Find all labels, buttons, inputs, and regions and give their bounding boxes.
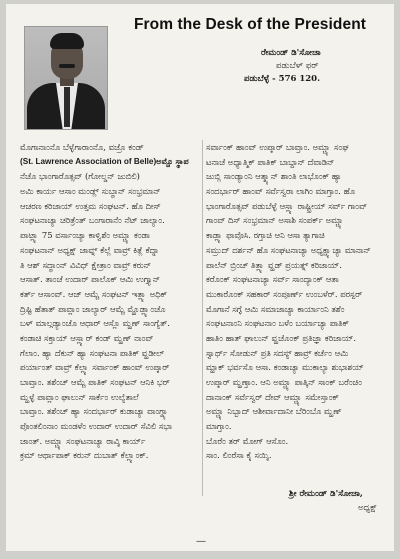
text-line: ಸಾಂ. ಲಿಂರೆಸಾ ಕೈ ಸಯ್ಶಿ. [206,450,272,461]
text-line: ಪರ್ಯಾಂತ್ ವಾವ್ರ್ ಕೆಲ್ಲ್ಯಾ ಸರ್ವಾಂಕ್ ಹಾಂವ್ ಉಪ್ಕಾರ್ [20,362,170,373]
text-line: ಆಚರಣ ಕರಿಜಾಯ್ ಉತ್ತಮ ಸಂಘಟನ್. ಹೊ ದೀಸ್ [20,200,161,211]
newsletter-page [6,4,394,551]
text-line: ಸಮ್ರುದ್ ದರ್ಶನ್ ಹೊ ಸಂಘಟನಾಚ್ಯಾ ಅಧ್ಯಕ್ಷ್ಯಾಚ್ಯಾ ಮಾನಾನ್ [206,244,371,255]
text-line: ಟನಾಚೆ ಅಧ್ಯಾತ್ಮಿಕ್ ಪಾತಿಕ್ ಬಾಬ್ದಾನ್ ದೆವಾಡಿನ್ [206,156,335,167]
text-line: ಜಾಂತ್. ಅಮ್ಚ್ಯಾ ಸಂಘಟನಾಚ್ಯಾ ರಾವ್ಶಿ ಕಾರ್ಯ್ [20,435,146,446]
text-line: ಬಳ್ ಮಾಲ್ಗಡ್ಯಾಂಚೊ ಆಧಾರ್ ಆಸ್ಲೊ ಮ್ಹಣ್ ಸಾಂಗ್ಯೆತ್. [20,318,170,329]
text-line: ಜುಬ್ಲಿ ಸಾಂಡ್ಯಾಂನಿ ಆತ್ಮ್ಯಾನ್ ಶಾಂತಿ ಲಾಭೊಂಕ್ ಹ್ಯಾ [206,171,342,182]
text-line: ಕರ್ತ್ ಆಸಾಂವ್. ಆಜ್ ಆಮ್ಚೆ ಸಂಘಟನ್ ಇತ್ಲ್ಯಾ ಅಧಿಕ್ [20,288,168,299]
text-line: ಅಮ್ಚ್ಯಾ ನಿಬ್ಬಾದ್ ಆಶೀರ್ವಾದಾನೀ ಬೆರಿಂಬೊ ಮ್ಹಣ್ [206,406,342,417]
text-line: ಪಾಲೆನ್ ಬ್ರಿಂಚ್ ತಿತ್ಲ್ಯಾ ವ್ಹಡ್ ಪ್ರಯತ್ನ್ ಕರಿಜಾಯ್. [206,259,342,270]
page-title: From the Desk of the President [133,16,367,33]
text-line: ಸಂಘಟನಾಂನಿ ಸಂಘಟನಾಂ ಬಳೆಂ ಬರ್ಯಾಚ್ಯಾ ಪಾತಿಕ್ [206,318,350,329]
closing-signature-name: ಶ್ರೀ ರೇಮಂಡ್ ಡಿ'ಸೋಜಾ, [289,489,363,499]
text-line: ಭಾಂಗಾರೊತ್ಸವ್ ಪಡುಬೆಳ್ಳೆ ಆಸ್ಲ್ಯಾ ರಾಷ್ಟ್ರೀಯ್ ಸರ್ವ್ ಗಾಂವ್ [206,200,368,211]
president-address: ಪಡುಬೆಳ್ಳೆ - 576 120. [244,74,321,84]
text-line: ಸರ್ವಾಂಕ್ ಹಾಂವ್ ಉಪ್ಕಾರ್ ಬಾವ್ತಾಂ. ಅಮ್ಚ್ಯಾ ಸಂಘ [206,142,349,152]
text-line: ಮೊಗಾನಾಂನೊ ಬೆಳ್ಳೆಗಾರಾಂನೊ, ವಜ್ರೊ ಕಂಡ್ [20,142,144,152]
text-line: ಕರೊಂಕ್ ಸಂಘಟನಾಚ್ಯಾ ಸರ್ವ್ ಸಾಂದ್ಯಾಂಕ್ ಆತಾ [206,274,339,285]
footer-mark: — [196,536,206,547]
text-line: ಮೊಗಾನೆ ಸಗ್ಳೆ ಆಮಿ ಸಮಾಜಾಚ್ಯಾ ಕಾರ್ಯಾಂನಿ ತಶೆಂ [206,303,345,314]
president-photo [24,26,108,130]
text-line: ಬಾವ್ತಾಂ. ತಶೆಂಚ್ ಆಮ್ಚೆ ಪಾತಿಕ್ ಸಂಘಟನ್ ಆನಿಕಿ ಭರ್ [20,377,170,387]
left-text-column [20,140,200,463]
text-line: ಪಾಟ್ಲ್ಯಾ 75 ವರ್ಸಾಂಚ್ಯಾ ಕಾಳ್ವಿಶೆಂ ಅಮ್ಚ್ಯಾ ಕಂಡಾ [20,230,150,241]
text-line: ಮುಕಾರೊಂಕ್ ಸಹಕಾರ್ ಸಂಪೂರ್ಣ್ ಉಂಬಳೆರ್. ಪರಸ್ಪರ್ [206,288,363,299]
text-line: ಹಾತಿಂ ಹಾತ್ ಘಾಲುನ್ ವ್ಹಚೊಂಕ್ ಪ್ರತಿಜ್ಞಾ ಕರಿಜಾಯ್. [206,332,357,343]
text-line: ದ್ರಿಷ್ಟಿ ಹೆತಾತ್ ಪಾವ್ಲಾಂ ಜಾಲ್ಯಾರ್ ಆಮ್ಚೆ ಮ್ಹೊಡ್ಲ್ಯಾಂಚೊ [20,303,166,314]
text-line: ಆಸಾತ್. ತಾಂಚೆ ಉದಾರ್ ಪಾಲೊಕ್ ಆಮಿ ಉಗ್ತ್ಯಾನ್ [20,274,161,285]
text-line: ಬಾವ್ತಾಂ. ತಶೆಂಚ್ ಹ್ಯಾ ಸಂದರ್ಭಾರ್ ಕುಡಾಚ್ಯಾ ವಾಂಗ್ಡ್ಯಾ [20,406,170,417]
text-line: ಕಂಡಾಚಿ ಸಕ್ತಾಯ್ ಆಸ್ಲ್ಯಾರ್ ಕಂಡ್ ಮ್ಹಣ್ ನಾಂವ್ [20,332,154,343]
text-line: ಸಂದರ್ಭಾರ್ ಹಾಂವ್ ಸರ್ವೆಸ್ವರಾ ಲಾಗಿಂ ಮಾಗ್ತಾಂ. ಹೊ [206,186,356,197]
text-line: ಗೆಲಾಂ. ಹ್ಯಾ ದೆಕುನ್ ಹ್ಯಾ ಸಂಘಟನಾ ಪಾತಿಕ್ ವ್ಹಡೀಲ್ [20,347,165,358]
text-line: ಕಾಡ್ಲ್ಯಾ ಫಾವೊಸಿ. ರಗ್ತಾಚಿ ಆನಿ ಆಸಾ ತ್ಯಾಗಾಚಿ [206,230,325,241]
text-line: ಗಾಂವ್ ದಿಸ್ ಸಂಭ್ರಮಾನ್ ಅಸಾಶಿ ಸಂಪರ್ಕ್ ಅಮ್ಚ್ಯಾ [206,215,345,226]
text-line: ಸ್ವಾರ್ಥ್ ಸೋಡುನ್ ಪ್ರತಿ ಸದಸ್ಯ್ ಹಾವ್ರ್ ಕರ್ಚೆಂ ಆಮಿ [206,347,349,358]
text-line: ದಾನಾಂಕ್ ಸರ್ವೆಸ್ವರ್ ದೇವ್ ಆಮ್ಚ್ಯಾ ಸಮೇಸ್ತಾಂಕ್ [206,391,339,402]
column-divider [202,140,203,496]
text-line: ಸಂಘಟನಾಚ್ಯಾ ಚರಿತ್ರೆಂತ್ ಬಂಗಾರಾನೆಂ ನೆಟ್ ಜಾಲ್ಯಾಂ. [20,215,165,226]
right-text-column [206,140,384,463]
president-name: ರೇಮಂಡ್ ಡಿ'ಸೋಜಾ [261,48,321,58]
text-line: ಪೊಂತಲಿಂನಾಂ ಮಂಡಳೆಂ ಉದಾರ್ ಉದಾರ್ ಸೆವಿಲಿ ಸಭಾ [20,421,172,432]
text-line: ಉಪ್ಕಾರ್ ಮ್ಹಣ್ತಾಂ. ಆನಿ ಅಮ್ಚ್ಯಾ ಪಾತ್ಕಿನ್ ಸಾಂಕ್ ಬರೆಂಚಿಂ [206,377,362,387]
text-line: ಮಾಗ್ತಾಂ. [206,421,232,432]
closing-signature-role: ಅಧ್ಯಕ್ಷ್ [358,502,378,512]
text-line: ತಿ ಆಶ್ ಸದ್ಧಾಂನ್ ವಿವಿಧ್ ಕ್ಷೇತ್ರಾಂ ವಾವ್ರ್ ಕರುನ್ [20,259,152,270]
text-line: ಮ್ಹಾಕ್ ಭರ್ವಸೊ ಆಸಾ. ಕಂಡಾಚ್ಯಾ ಮುಕಾಲ್ಯಾ ಶುಭಾಶಯ್ [206,362,364,373]
text-line: ಬೊರೆಂ ತರ್ ಮೋಗ್ ಆಸೊಂ. [206,435,289,446]
text-line: ನೆಚೊ ಭಾಂಗಾರೊತ್ಸವ್ (ಗೋಲ್ಡನ್ ಜುಬಿಲಿ) [20,171,140,182]
text-line: ಅಮಿ ಕಾರ್ಯ ಆಸಾಂ ಮಂಡ್ಲ್ ಸುಬ್ಧಾನ್ ಸಂಭ್ರಮಾನ್ [20,186,161,197]
text-line: ಮ್ಹಳ್ಳೆ ಪಾವ್ಲಾಂ ಘಾಲುನ್ ಸಾರ್ಕೆಂ ಉಲ್ಯೆತಾಲೆ [20,391,139,402]
text-line: ಕ್ರಮ್ ಆರ್ಥಾಪಾಕ್ ಕರುನ್ ದುಬಾತ್ ಕೆಲ್ಲ್ಯಾಂಕ್. [20,450,149,461]
text-line: (St. Lawrence Association of Belle)ಅಮ್ಚೊ ಸ್ಥಾಪ [20,156,189,166]
text-line: ಸಂಘಟನಾನ್ ಅಧ್ಯಕ್ಷ್ ಜಾವ್ನ್ ಕೆಲ್ಲೆ ವಾವ್ರ್ ಕಿತ್ಲೆ ಕೆದ್ನಾ [20,244,160,255]
president-title: ಪಡುಬೆಳ್ ಫರ್ [276,61,319,71]
